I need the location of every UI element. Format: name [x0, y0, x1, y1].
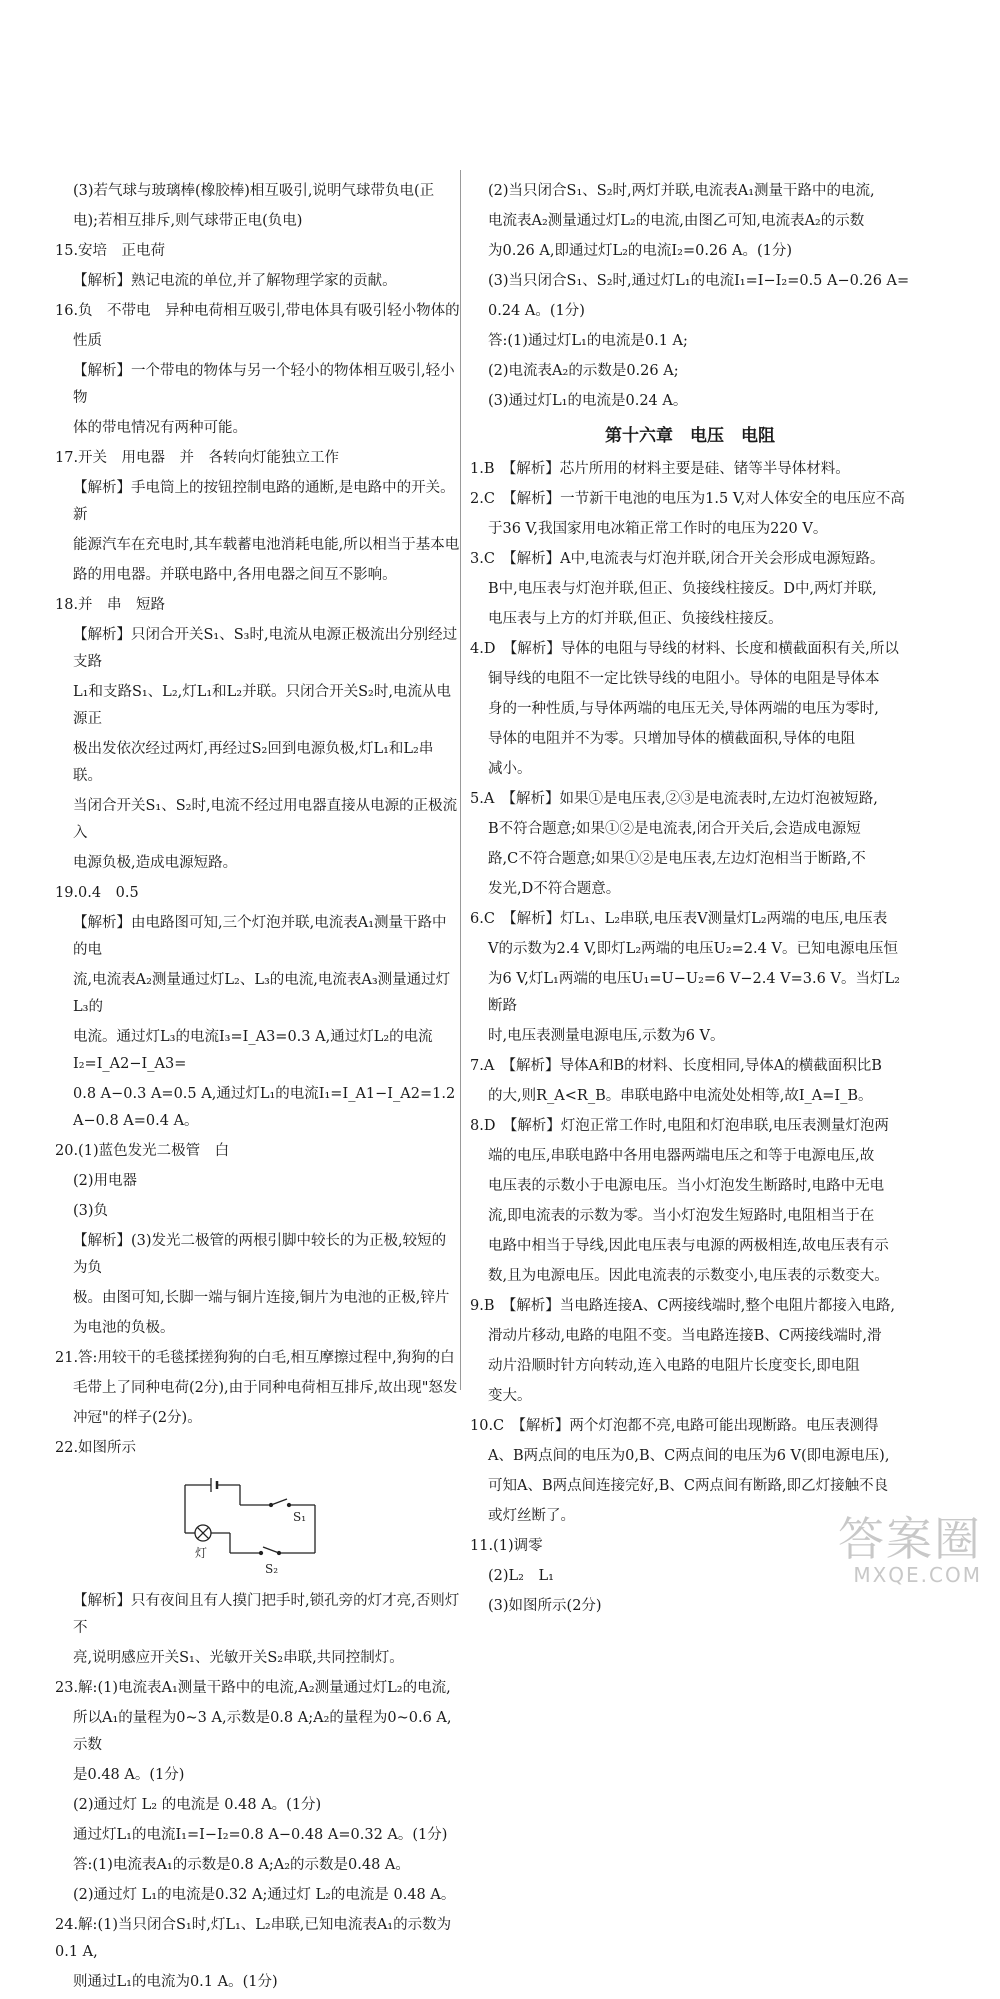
- text-line: 路的用电器。并联电路中,各用电器之间互不影响。: [73, 567, 397, 583]
- text-line: 所以A₁的量程为0~3 A,示数是0.8 A;A₂的量程为0~0.6 A,示数: [73, 1710, 452, 1753]
- watermark: [838, 1514, 982, 1586]
- text-line: 亮,说明感应开关S₁、光敏开关S₂串联,共同控制灯。: [73, 1650, 404, 1666]
- text-line: 发光,D不符合题意。: [488, 881, 621, 897]
- text-line: 路,C不符合题意;如果①②是电压表,左边灯泡相当于断路,不: [488, 851, 866, 867]
- text-line: 5.A 【解析】如果①是电压表,②③是电流表时,左边灯泡被短路,: [470, 791, 878, 807]
- text-line: (2)L₂ L₁: [488, 1568, 554, 1584]
- text-line: 可知A、B两点间连接完好,B、C两点间有断路,即乙灯接触不良: [488, 1478, 889, 1494]
- text-line: 【解析】由电路图可知,三个灯泡并联,电流表A₁测量干路中的电: [73, 915, 447, 958]
- text-line: 铜导线的电阻不一定比铁导线的电阻小。导体的电阻是导体本: [488, 671, 880, 687]
- text-line: (2)通过灯 L₁的电流是0.32 A;通过灯 L₂的电流是 0.48 A。: [73, 1887, 456, 1903]
- text-line: 【解析】一个带电的物体与另一个轻小的物体相互吸引,轻小物: [73, 363, 455, 406]
- text-line: 【解析】只闭合开关S₁、S₃时,电流从电源正极流出分别经过支路: [73, 627, 458, 670]
- text-line: 答:(1)通过灯L₁的电流是0.1 A;: [488, 333, 688, 349]
- text-line: 为6 V,灯L₁两端的电压U₁=U−U₂=6 V−2.4 V=3.6 V。当灯L₂断路: [488, 971, 900, 1014]
- text-line: 通过灯L₁的电流I₁=I−I₂=0.8 A−0.48 A=0.32 A。(1分): [73, 1827, 448, 1843]
- text-line: 身的一种性质,与导体两端的电压无关,导体两端的电压为零时,: [488, 701, 879, 717]
- text-line: 流,电流表A₂测量通过灯L₂、L₃的电流,电流表A₃测量通过灯L₃的: [73, 972, 451, 1015]
- text-line: 体的带电情况有两种可能。: [73, 420, 247, 436]
- text-line: A、B两点间的电压为0,B、C两点间的电压为6 V(即电源电压),: [488, 1448, 890, 1464]
- text-line: 或灯丝断了。: [488, 1508, 575, 1524]
- lamp-label: 灯: [195, 1546, 208, 1560]
- text-line: 2.C 【解析】一节新干电池的电压为1.5 V,对人体安全的电压应不高: [470, 491, 905, 507]
- text-line: 【解析】(3)发光二极管的两根引脚中较长的为正极,较短的为负: [73, 1233, 447, 1276]
- text-line: 【解析】熟记电流的单位,并了解物理学家的贡献。: [73, 273, 397, 289]
- text-line: (2)用电器: [73, 1173, 138, 1189]
- circuit-diagram-svg: [175, 1465, 325, 1580]
- text-line: 变大。: [488, 1388, 532, 1404]
- text-line: 16.负 不带电 异种电荷相互吸引,带电体具有吸引轻小物体的: [55, 303, 460, 319]
- text-line: 15.安培 正电荷: [55, 243, 166, 259]
- text-line: 电压表与上方的灯并联,但正、负接线柱接反。: [488, 611, 783, 627]
- text-line: 24.解:(1)当只闭合S₁时,灯L₁、L₂串联,已知电流表A₁的示数为0.1 A,: [55, 1917, 452, 1960]
- text-line: 21.答:用较干的毛毯揉搓狗狗的白毛,相互摩擦过程中,狗狗的白: [55, 1350, 455, 1366]
- text-line: 导体的电阻并不为零。只增加导体的横截面积,导体的电阻: [488, 731, 856, 747]
- text-line: 22.如图所示: [55, 1440, 137, 1456]
- text-line: 端的电压,串联电路中各用电器两端电压之和等于电源电压,故: [488, 1148, 875, 1164]
- chapter-title: 第十六章 电压 电阻: [605, 426, 775, 446]
- text-line: 1.B 【解析】芯片所用的材料主要是硅、锗等半导体材料。: [470, 461, 850, 477]
- text-line: 4.D 【解析】导体的电阻与导线的材料、长度和横截面积有关,所以: [470, 641, 899, 657]
- text-line: B不符合题意;如果①②是电流表,闭合开关后,会造成电源短: [488, 821, 861, 837]
- text-line: 滑动片移动,电路的电阻不变。当电路连接B、C两接线端时,滑: [488, 1328, 882, 1344]
- text-line: (2)当只闭合S₁、S₂时,两灯并联,电流表A₁测量干路中的电流,: [488, 183, 875, 199]
- text-line: 当闭合开关S₁、S₂时,电流不经过用电器直接从电源的正极流入: [73, 798, 458, 841]
- text-line: 性质: [73, 333, 102, 349]
- watermark-logo: 答案圈: [838, 1512, 982, 1566]
- text-line: 数,且为电源电压。因此电流表的示数变小,电压表的示数变大。: [488, 1268, 889, 1284]
- text-line: 6.C 【解析】灯L₁、L₂串联,电压表V测量灯L₂两端的电压,电压表: [470, 911, 888, 927]
- text-line: 0.8 A−0.3 A=0.5 A,通过灯L₁的电流I₁=I_A1−I_A2=1.2 A−0.8 A=0.4 A。: [73, 1086, 456, 1129]
- text-line: 18.并 串 短路: [55, 597, 166, 613]
- text-line: 电源负极,造成电源短路。: [73, 855, 238, 871]
- text-line: (2)通过灯 L₂ 的电流是 0.48 A。(1分): [73, 1797, 322, 1813]
- text-line: 10.C 【解析】两个灯泡都不亮,电路可能出现断路。电压表测得: [470, 1418, 879, 1434]
- text-line: 19.0.4 0.5: [55, 885, 139, 901]
- text-line: L₁和支路S₁、L₂,灯L₁和L₂并联。只闭合开关S₂时,电流从电源正: [73, 684, 451, 727]
- text-line: 【解析】只有夜间且有人摸门把手时,锁孔旁的灯才亮,否则灯不: [73, 1593, 460, 1636]
- text-line: 电流。通过灯L₃的电流I₃=I_A3=0.3 A,通过灯L₂的电流I₂=I_A2−I_A3=: [73, 1029, 433, 1072]
- text-line: 23.解:(1)电流表A₁测量干路中的电流,A₂测量通过灯L₂的电流,: [55, 1680, 451, 1696]
- text-line: 流,即电流表的示数为零。当小灯泡发生短路时,电阻相当于在: [488, 1208, 875, 1224]
- text-line: 是0.48 A。(1分): [73, 1767, 185, 1783]
- switch-s1: [271, 1499, 287, 1505]
- text-line: 冲冠"的样子(2分)。: [73, 1410, 202, 1426]
- text-line: 11.(1)调零: [470, 1538, 543, 1554]
- text-line: 20.(1)蓝色发光二极管 白: [55, 1143, 230, 1159]
- text-line: 电流表A₂测量通过灯L₂的电流,由图乙可知,电流表A₂的示数: [488, 213, 865, 229]
- text-line: 8.D 【解析】灯泡正常工作时,电阻和灯泡串联,电压表测量灯泡两: [470, 1118, 889, 1134]
- text-line: 则通过L₁的电流为0.1 A。(1分): [73, 1974, 278, 1990]
- switch-s2: [263, 1547, 279, 1553]
- text-line: 电压表的示数小于电源电压。当小灯泡发生断路时,电路中无电: [488, 1178, 885, 1194]
- text-line: (3)如图所示(2分): [488, 1598, 602, 1614]
- text-line: 时,电压表测量电源电压,示数为6 V。: [488, 1028, 725, 1044]
- text-line: 答:(1)电流表A₁的示数是0.8 A;A₂的示数是0.48 A。: [73, 1857, 410, 1873]
- text-line: (3)负: [73, 1203, 109, 1219]
- text-line: 为电池的负极。: [73, 1320, 175, 1336]
- switch-s1-label: S₁: [293, 1510, 307, 1524]
- text-line: (3)通过灯L₁的电流是0.24 A。: [488, 393, 688, 409]
- text-line: 动片沿顺时针方向转动,连入电路的电阻片长度变长,即电阻: [488, 1358, 860, 1374]
- text-line: 为0.26 A,即通过灯L₂的电流I₂=0.26 A。(1分): [488, 243, 793, 259]
- text-line: 【解析】手电筒上的按钮控制电路的通断,是电路中的开关。新: [73, 480, 455, 523]
- text-line: 7.A 【解析】导体A和B的材料、长度相同,导体A的横截面积比B: [470, 1058, 882, 1074]
- text-line: (2)电流表A₂的示数是0.26 A;: [488, 363, 679, 379]
- text-line: 电路中相当于导线,因此电压表与电源的两极相连,故电压表有示: [488, 1238, 889, 1254]
- text-line: B中,电压表与灯泡并联,但正、负接线柱接反。D中,两灯并联,: [488, 581, 877, 597]
- watermark-url: MXQE.COM: [853, 1563, 982, 1587]
- text-line: 17.开关 用电器 并 各转向灯能独立工作: [55, 450, 340, 466]
- circuit-diagram: [55, 1465, 460, 1580]
- left-column: [55, 178, 460, 1999]
- text-line: (3)若气球与玻璃棒(橡胶棒)相互吸引,说明气球带负电(正: [73, 183, 435, 199]
- text-line: 3.C 【解析】A中,电流表与灯泡并联,闭合开关会形成电源短路。: [470, 551, 885, 567]
- text-line: 能源汽车在充电时,其车载蓄电池消耗电能,所以相当于基本电: [73, 537, 460, 553]
- text-line: 极。由图可知,长脚一端与铜片连接,铜片为电池的正极,锌片: [73, 1290, 450, 1306]
- text-line: 于36 V,我国家用电冰箱正常工作时的电压为220 V。: [488, 521, 828, 537]
- text-line: 减小。: [488, 761, 532, 777]
- switch-s2-label: S₂: [265, 1562, 279, 1576]
- text-line: 极出发依次经过两灯,再经过S₂回到电源负极,灯L₁和L₂串联。: [73, 741, 434, 784]
- text-line: 0.24 A。(1分): [488, 303, 585, 319]
- column-divider: [460, 170, 461, 1390]
- right-column: [470, 178, 910, 1623]
- text-line: 的大,则R_A<R_B。串联电路中电流处处相等,故I_A=I_B。: [488, 1088, 873, 1104]
- text-line: V的示数为2.4 V,即灯L₂两端的电压U₂=2.4 V。已知电源电压恒: [488, 941, 898, 957]
- text-line: 电);若相互排斥,则气球带正电(负电): [73, 213, 303, 229]
- text-line: (3)当只闭合S₁、S₂时,通过灯L₁的电流I₁=I−I₂=0.5 A−0.26 A=: [488, 273, 910, 289]
- text-line: 9.B 【解析】当电路连接A、C两接线端时,整个电阻片都接入电路,: [470, 1298, 896, 1314]
- text-line: 毛带上了同种电荷(2分),由于同种电荷相互排斥,故出现"怒发: [73, 1380, 458, 1396]
